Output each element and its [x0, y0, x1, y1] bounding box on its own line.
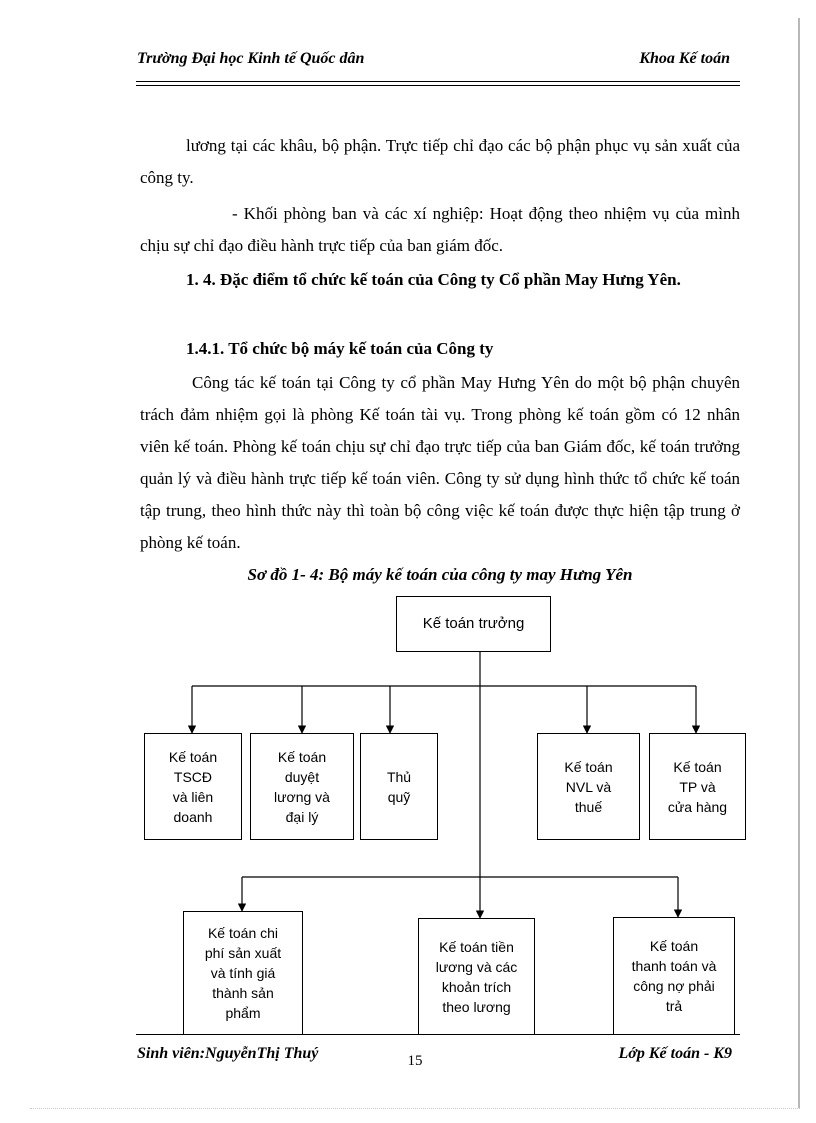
- box-chief-accountant: Kế toán trưởng: [396, 596, 551, 652]
- paragraph-2: - Khối phòng ban và các xí nghiệp: Hoạt động theo nhiệm vụ của mình chịu sự chỉ đạo điều hành trực tiếp của ban giám đốc.: [140, 204, 740, 255]
- footer-rule: [136, 1034, 740, 1035]
- footer-class: Lớp Kế toán - K9: [618, 1045, 732, 1062]
- box-salary-agency-accountant: Kế toán duyệt lương và đại lý: [250, 733, 354, 840]
- box-materials-tax-accountant: Kế toán NVL và thuế: [537, 733, 640, 840]
- paragraph-3: Công tác kế toán tại Công ty cổ phần May Hưng Yên do một bộ phận chuyên trách đảm nhiệm gọi là phòng Kế toán tài vụ. Trong phòng kế toán gồm có 12 nhân viên kế toán. Phòng kế toán chịu sự chỉ đạo trực tiếp của ban Giám đốc, kế toán trưởng quản lý và điều hành trực tiếp kế toán viên. Công ty sử dụng hình thức tổ chức kế toán tập trung, theo hình thức này thì toàn bộ công việc kế toán được thực hiện tập trung ở phòng kế toán.: [140, 373, 740, 552]
- section-heading: 1. 4. Đặc điểm tổ chức kế toán của Công ty Cổ phần May Hưng Yên.: [186, 270, 681, 289]
- header-school: Trường Đại học Kinh tế Quốc dân: [137, 50, 365, 67]
- box-payables-accountant: Kế toán thanh toán và công nợ phải trả: [613, 917, 735, 1034]
- paragraph-1: lương tại các khâu, bộ phận. Trực tiếp chỉ đạo các bộ phận phục vụ sản xuất của công ty.: [140, 136, 740, 187]
- box-treasurer: Thủ quỹ: [360, 733, 438, 840]
- diagram-caption: Sơ đồ 1- 4: Bộ máy kế toán của công ty may Hưng Yên: [247, 565, 633, 584]
- header-faculty: Khoa Kế toán: [639, 50, 730, 67]
- box-production-cost-accountant: Kế toán chi phí sản xuất và tính giá thành sản phẩm: [183, 911, 303, 1034]
- box-fixed-assets-accountant: Kế toán TSCĐ và liên doanh: [144, 733, 242, 840]
- subsection-heading: 1.4.1. Tổ chức bộ máy kế toán của Công ty: [186, 339, 494, 358]
- box-payroll-accountant: Kế toán tiền lương và các khoản trích theo lương: [418, 918, 535, 1034]
- box-products-store-accountant: Kế toán TP và cửa hàng: [649, 733, 746, 840]
- footer-student: Sinh viên:NguyễnThị Thuý: [137, 1045, 319, 1062]
- page-number: 15: [407, 1053, 423, 1069]
